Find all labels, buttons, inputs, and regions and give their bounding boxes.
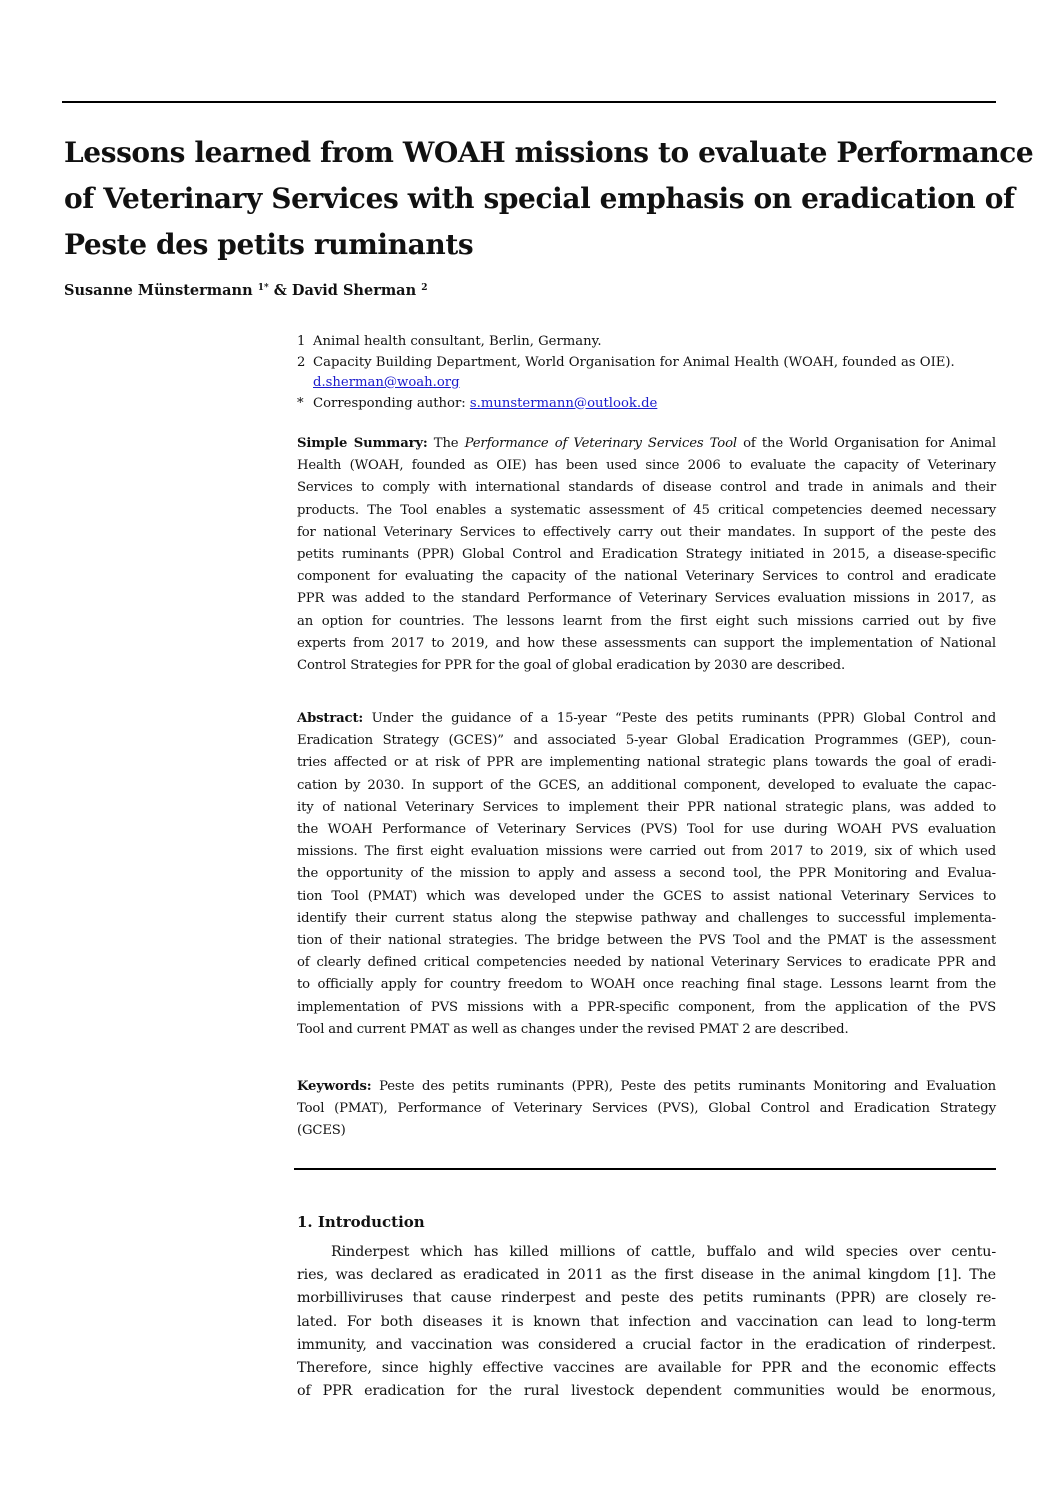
author-list bbox=[64, 282, 427, 299]
keywords-line: (GCES) bbox=[297, 1123, 346, 1139]
body-line: Rinderpest which has killed millions of cattle, buffalo and wild species over centu- bbox=[331, 1244, 996, 1260]
keywords-line: Keywords: Peste des petits ruminants (PPR), Peste des petits ruminants Monitoring and Evaluation bbox=[297, 1079, 996, 1094]
abstract-line: to officially apply for country freedom to WOAH once reaching final stage. Lessons learnt from the bbox=[297, 977, 996, 993]
abstract-label: Abstract: bbox=[297, 711, 364, 726]
abstract-line: Abstract: Under the guidance of a 15-year “Peste des petits ruminants (PPR) Global Control and bbox=[297, 711, 996, 726]
section-heading: 1. Introduction bbox=[297, 1213, 425, 1231]
abstract bbox=[297, 708, 996, 1041]
title-line: of Veterinary Services with special emphasis on eradication of bbox=[64, 182, 1015, 215]
summary-line: petits ruminants (PPR) Global Control and Eradication Strategy initiated in 2015, a disease-specific bbox=[297, 547, 996, 563]
abstract-line: tries affected or at risk of PPR are implementing national strategic plans towards the goal of eradi- bbox=[297, 755, 996, 771]
body-line: lated. For both diseases it is known that infection and vaccination can lead to long-term bbox=[297, 1313, 996, 1330]
summary-line: for national Veterinary Services to effectively carry out their mandates. In support of the peste des bbox=[297, 524, 996, 540]
abstract-line: the opportunity of the mission to apply and assess a second tool, the PPR Monitoring and Evalua- bbox=[297, 866, 996, 882]
paper-title bbox=[64, 130, 1034, 268]
email-link[interactable]: s.munstermann@outlook.de bbox=[469, 395, 658, 411]
summary-line: Simple Summary: The Performance of Veterinary Services Tool of the World Organisation for Animal bbox=[297, 436, 996, 451]
introduction-body bbox=[297, 1241, 996, 1403]
author-name: Susanne Münstermann bbox=[64, 282, 253, 299]
author-separator: & bbox=[273, 282, 287, 299]
summary-line: component for evaluating the capacity of the national Veterinary Services to control and eradicate bbox=[297, 569, 996, 585]
simple-summary bbox=[297, 433, 996, 677]
keywords-label: Keywords: bbox=[297, 1079, 372, 1094]
affiliation-number: * bbox=[297, 395, 304, 411]
summary-line: Services to comply with international standards of disease control and trade in animals and their bbox=[297, 480, 996, 496]
summary-line: Control Strategies for PPR for the goal of global eradication by 2030 are described. bbox=[297, 658, 845, 674]
affiliation-item bbox=[297, 394, 997, 415]
affiliation-text: Animal health consultant, Berlin, Germany. bbox=[313, 334, 602, 349]
summary-line: Health (WOAH, founded as OIE) has been used since 2006 to evaluate the capacity of Veterinary bbox=[297, 458, 996, 474]
summary-line: products. The Tool enables a systematic assessment of 45 critical competencies deemed necessary bbox=[297, 502, 996, 518]
body-line: Therefore, since highly effective vaccines are available for PPR and the economic effects bbox=[297, 1360, 996, 1377]
abstract-line: the WOAH Performance of Veterinary Services (PVS) Tool for use during WOAH PVS evaluation bbox=[297, 822, 996, 838]
tool-name: Performance of Veterinary Services Tool bbox=[464, 436, 737, 451]
abstract-line: tion Tool (PMAT) which was developed under the GCES to assist national Veterinary Services to bbox=[297, 888, 996, 904]
email-link[interactable]: d.sherman@woah.org bbox=[313, 375, 460, 390]
body-line: of PPR eradication for the rural livestock dependent communities would be enormous, bbox=[297, 1383, 996, 1400]
summary-label: Simple Summary: bbox=[297, 436, 428, 451]
abstract-line: cation by 2030. In support of the GCES, an additional component, developed to evaluate the capac- bbox=[297, 777, 996, 793]
body-line: ries, was declared as eradicated in 2011 as the first disease in the animal kingdom [1]. The bbox=[297, 1267, 996, 1284]
affiliation-text: Capacity Building Department, World Organisation for Animal Health (WOAH, founded as OIE). bbox=[313, 354, 955, 370]
author-name: David Sherman bbox=[291, 282, 417, 299]
keywords-line: Tool (PMAT), Performance of Veterinary Services (PVS), Global Control and Eradication Strategy bbox=[297, 1101, 996, 1117]
affiliation-number: 2 bbox=[297, 354, 306, 370]
body-line: morbilliviruses that cause rinderpest and peste des petits ruminants (PPR) are closely re- bbox=[297, 1290, 996, 1307]
abstract-line: tion of their national strategies. The bridge between the PVS Tool and the PMAT is the assessment bbox=[297, 933, 996, 949]
abstract-line: missions. The first eight evaluation missions were carried out from 2017 to 2019, six of which used bbox=[297, 844, 996, 860]
author-affiliation-mark: 1* bbox=[257, 283, 269, 293]
abstract-line: of clearly defined critical competencies needed by national Veterinary Services to eradicate PPR and bbox=[297, 955, 996, 971]
title-line: Peste des petits ruminants bbox=[64, 228, 474, 261]
body-line: immunity, and vaccination was considered a crucial factor in the eradication of rinderpest. bbox=[297, 1336, 996, 1353]
abstract-line: Tool and current PMAT as well as changes under the revised PMAT 2 are described. bbox=[297, 1021, 849, 1037]
abstract-line: implementation of PVS missions with a PPR-specific component, from the application of the PVS bbox=[297, 999, 996, 1015]
summary-line: an option for countries. The lessons learnt from the first eight such missions carried out by five bbox=[297, 613, 996, 629]
section-rule bbox=[294, 1168, 996, 1170]
affiliation-number: 1 bbox=[297, 334, 306, 349]
summary-line: PPR was added to the standard Performance of Veterinary Services evaluation missions in 2017, as bbox=[297, 591, 996, 607]
abstract-line: Eradication Strategy (GCES)” and associated 5-year Global Eradication Programmes (GEP), coun- bbox=[297, 733, 996, 749]
top-rule bbox=[62, 101, 996, 103]
author-affiliation-mark: 2 bbox=[421, 283, 428, 293]
affiliation-item bbox=[297, 353, 997, 394]
keywords bbox=[297, 1076, 996, 1143]
affiliation-list bbox=[297, 332, 997, 414]
abstract-line: identify their current status along the stepwise pathway and challenges to successful implementa- bbox=[297, 910, 996, 926]
affiliation-text: Corresponding author: bbox=[313, 395, 470, 411]
title-line: Lessons learned from WOAH missions to evaluate Performance bbox=[64, 136, 1034, 169]
summary-line: experts from 2017 to 2019, and how these assessments can support the implementation of National bbox=[297, 635, 996, 651]
affiliation-item bbox=[297, 332, 997, 353]
abstract-line: ity of national Veterinary Services to implement their PPR national strategic plans, was added to bbox=[297, 799, 996, 815]
